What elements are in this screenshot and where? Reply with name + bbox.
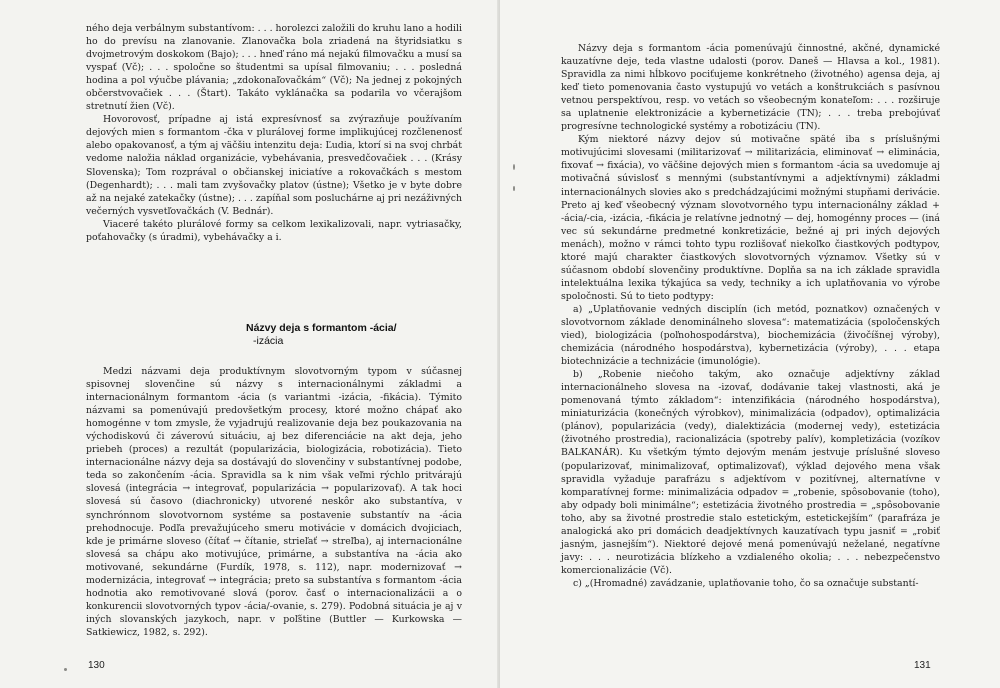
print-speck [513,164,515,170]
section-heading-line-1: Názvy deja s formantom -ácia/ [246,322,397,334]
right-page [500,0,1000,688]
right-paragraph-4: b) „Robenie niečoho takým, ako označuje adjektívny základ internacionálneho slovesa na -izovať, dodávanie takej vlastnosti, aká je pomenovaná týmto základom“: intenzifikácia (národného hospodárstva), miniaturizácia (konečných výrobkov), minimalizácia (odpadov), optimalizácia (plánov), popularizácia (vedy), dialektizácia (modernej vedy), estetizácia (životného prostredia), racionalizácia (spotreby palív), kompletizácia (vozíkov BALKANÁR). Ku všetkým týmto dejovým menám jestvuje príslušné sloveso (popularizovať, minimalizovať, optimalizovať), výklad dejového mena však spravidla vyžaduje parafrázu s adjektívom v pozitívnej, alternatívne v komparatívnej forme: minimalizácia odpadov = „robenie, spôsobovanie (toho), aby odpady boli minimálne“; estetizácia životného prostredia = „spôsobovanie toho, aby sa životné prostredie stalo estetickým, estetickejším“ (parafráza je analogická ako pri domácich deadjektívnych kauzatívach typu jasniť = „robiť jasným, jasnejším“). Niektoré dejové mená pomenúvajú neželané, negatívne javy: . . . neurotizácia blízkeho a vzdialeného okolia; . . . nebezpečenstvo komercionalizácie (Vč). [561,369,940,576]
left-paragraph-2: Hovorovosť, prípadne aj istá expresívnosť sa zvýrazňuje používaním dejových mien s formantom -čka v plurálovej forme implikujúcej rozčlenenosť alebo opakovanosť, a tým aj väčšiu intenzitu deja: Ľudia, ktorí si na svoj chrbát vedome naložia náklad organizácie, vybehávania, presvedčovačiek . . . (Krásy Slovenska); Tom rozprával o občianskej iniciatíve a rokovačkách s mestom (Degenhardt); . . . mali tam zvyšovačky platov (ústne); Všetko je v byte dobre až na nejaké zatekačky (ústne); . . . zapíňal som posluchárne aj pri nezáživných večerných vysvetľovačkách (V. Bednár). [86,114,462,217]
section-heading [246,322,397,348]
left-section-paragraph: Medzi názvami deja produktívnym slovotvorným typom v súčasnej spisovnej slovenčine sú názvy s internacionálnymi základmi a internacionálnym formantom -ácia (s variantmi -izácia, -fikácia). Týmito názvami sa pomenúvajú predovšetkým procesy, ktoré možno chápať ako homogénne v tom zmysle, že vyjadrujú realizovanie deja bez poukazovania na východiskovú či záverovú situáciu, aj bez diferenciácie na akt deja, jeho priebeh (proces) a rezultát (popularizácia, biologizácia, robotizácia). Tieto internacionálne názvy deja sa dostávajú do slovenčiny v substantívnej podobe, teda so zakončením -ácia. Spravidla sa k nim však veľmi rýchlo pritvárajú slovesá (integrácia → integrovať, popularizácia → popularizovať). A tak hoci slovesá sú časovo (diachronicky) utvorené neskôr ako substantíva, v synchrónnom slovotvornom systéme sa postavenie substantív na -ácia prehodnocuje. Podľa prevažujúceho smeru motivácie v domácich dvojiciach, kde je primárne sloveso (čítať → čítanie, strieľať → streľba), aj internacionálne slovesá sa chápu ako motivujúce, primárne, a substantíva na -ácia ako motivované, sekundárne (Furdík, 1978, s. 112), napr. modernizovať → modernizácia, integrovať → integrácia; preto sa substantíva s formantom -ácia hodnotia ako remotivované slová (porov. časť o internacionalizácii a o konkurencii slovotvorných typov -ácia/-ovanie, s. 279). Podobná situácia je aj v iných slovanských jazykoch, napr. v poľštine (Buttler — Kurkowska — Satkiewicz, 1982, s. 292). [86,366,462,638]
print-speck [64,668,67,671]
right-text [561,42,940,590]
right-paragraph-2: Kým niektoré názvy dejov sú motivačne späté iba s príslušnými motivujúcimi slovesami (militarizovať → militarizácia, eliminovať → eliminácia, fixovať → fixácia), vo väčšine dejových mien s formantom -ácia sa uvedomuje aj motivačná súvislosť s mennými (substantívnymi a adjektívnymi) základmi internacionálnych slovies ako s predchádzajúcimi možnými stupňami derivácie. Preto aj keď všeobecný význam slovotvorného typu internacionálny základ + -ácia/-cia, -izácia, -fikácia je relatívne jednotný — dej, homogénny proces — (iná vec sú sekundárne predmetné konkretizácie, bežné aj pri iných dejových menách), možno v rámci tohto typu rozlišovať niekoľko čiastkových podtypov, ktoré majú charakter čiastkových slovotvorných významov. Všetky sú v súčasnom období slovenčiny produktívne. Doplňa sa na ich základe spravidla intelektuálna lexika týkajúca sa vedy, techniky a ich uplatňovania vo výrobe spoločnosti. Sú to tieto podtypy: [561,134,940,302]
page-number-left: 130 [88,660,105,671]
right-paragraph-3: a) „Uplatňovanie vedných disciplín (ich metód, poznatkov) označených v slovotvornom základe denominálneho slovesa“: matematizácia (spoločenských vied), biologizácia (poľnohospodárstva), biochemizácia (živočíšnej výroby), chemizácia (národného hospodárstva), kybernetizácia (výroby), . . . etapa biotechnizácie a technizácie (imunológie). [561,303,940,368]
page-number-right: 131 [914,660,931,671]
left-paragraph-3: Viaceré takéto plurálové formy sa celkom lexikalizovali, napr. vytriasačky, poťahovačky (s úradmi), vybehávačky a i. [86,218,462,243]
left-paragraph-1: ného deja verbálnym substantívom: . . . horolezci založili do kruhu lano a hodili ho do prevísu na zlanovanie. Zlanovačka bola zriadená na štyridsiatku s dvojmetrovým doskokom (Bajo); . . . hneď ráno má nejakú filmovačku a musí sa vyspať (Vč); . . . spoločne so študentmi sa upísal filmovaniu; . . . posledná hodina a pol výučbe plávania; „zdokonaľovačkám“ (Vč); Na jednej z pokojných občerstvovačiek . . . (Štart). Takáto vyklánačka sa podarila vo včerajšom stretnutí žien (Vč). [86,23,462,113]
print-speck [513,186,515,191]
right-paragraph-1: Názvy deja s formantom -ácia pomenúvajú činnostné, akčné, dynamické kauzatívne deje, teda vlastne udalosti (porov. Daneš — Hlavsa a kol., 1981). Spravidla za nimi hĺbkovo pociťujeme konkrétneho (životného) agensa deja, aj keď tieto pomenovania často vystupujú vo vetách a konštrukciách s pasívnou vetnou perspektívou, resp. vo vetách so všeobecným konateľom: . . . rozširuje sa uplatnenie elektronizácie a kybernetizácie (TN); . . . treba prebojúvať progresívne technologické systémy a robotizáciu (TN). [561,43,940,133]
left-top-text [86,22,462,244]
left-section-text [86,365,462,639]
section-heading-line-2: -izácia [253,335,284,347]
right-paragraph-5: c) „(Hromadné) zavádzanie, uplatňovanie toho, čo sa označuje substantí- [573,577,919,589]
